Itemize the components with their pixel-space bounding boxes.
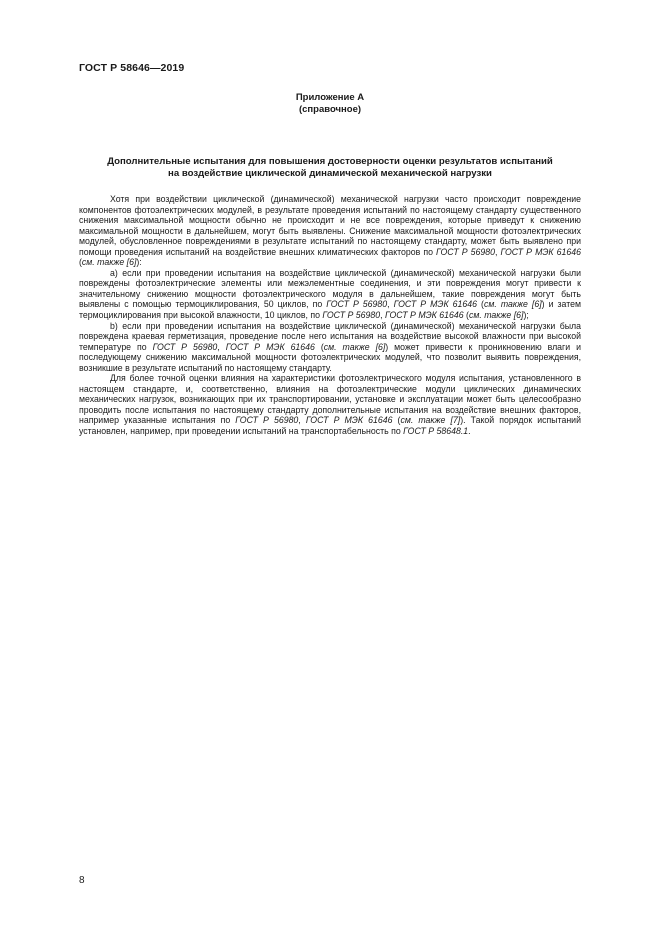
section-title-line-2: на воздействие циклической динамической механической нагрузки (168, 167, 492, 179)
standard-reference: ГОСТ Р МЭК 61646 (393, 299, 478, 310)
separator: , (380, 310, 385, 321)
standard-reference: ГОСТ Р 56980 (322, 310, 381, 321)
paragraph-text: ) и затем термоциклирования при высокой влажности, 10 циклов, по (79, 299, 581, 321)
annex-title: Приложение А (295, 92, 365, 103)
body-text (79, 194, 581, 437)
annex-status: (справочное) (298, 104, 362, 115)
separator: ( (79, 257, 82, 268)
see-also-reference: см. также [7] (400, 415, 461, 426)
separator: , (494, 246, 501, 257)
page-number: 8 (79, 875, 85, 886)
paragraph-text: a) если при проведении испытания на воздействие циклической (динамической) механической нагрузки были повреждены фотоэлектрические элементы или межэлементные соединения, и эти повреждения могут привести к значительному снижению мощности фотоэлектрического модуля в дальнейшем, такие повреждения могут быть выявлены с помощью термоциклирования, 50 циклов, по (79, 267, 581, 310)
standard-reference: ГОСТ Р 56980 (436, 246, 495, 257)
standard-reference: ГОСТ Р 58648.1 (403, 426, 469, 437)
separator: ( (463, 310, 469, 321)
list-item-b (79, 321, 581, 374)
paragraph-text: ) может привести к проникновению влаги и последующему снижению максимальной мощности фотоэлектрических модулей, что позволит выявить повреждения, возникшие в результате испытаний по настоящему стандарту. (79, 341, 581, 373)
separator: , (298, 415, 306, 426)
section-title (79, 156, 581, 179)
see-also-reference: см. также [6] (81, 257, 137, 268)
paragraph-text: ). Такой порядок испытаний установлен, например, при проведении испытаний на транспортабельность по (79, 415, 581, 437)
paragraph-intro (79, 194, 581, 268)
paragraph-text: ): (136, 257, 142, 268)
separator: ( (477, 299, 484, 310)
see-also-reference: см. также [6] (468, 310, 524, 321)
see-also-reference: см. также [6] (323, 341, 386, 352)
paragraph-text: ); (523, 310, 529, 321)
standard-reference: ГОСТ Р 56980 (326, 299, 388, 310)
separator: , (217, 341, 226, 352)
section-title-line-1: Дополнительные испытания для повышения достоверности оценки результатов испытаний (107, 156, 553, 167)
standard-reference: ГОСТ Р МЭК 61646 (305, 415, 393, 426)
separator: ( (314, 341, 324, 352)
standard-reference: ГОСТ Р МЭК 61646 (384, 310, 464, 321)
paragraph-text: . (468, 426, 471, 437)
standard-reference: ГОСТ Р МЭК 61646 (225, 341, 315, 352)
document-standard-number: ГОСТ Р 58646—2019 (79, 62, 185, 74)
standard-reference: ГОСТ Р 56980 (235, 415, 299, 426)
separator: ( (392, 415, 401, 426)
paragraph-text: Для более точной оценки влияния на характеристики фотоэлектрического модуля испытания, установленного в настоящем стандарте, и, соответственно, влияния на фотоэлектрические модули циклических динамических механических нагрузок, возникающих при их транспортировании, установке и эксплуатации может быть целесообразно проводить после испытания по настоящему стандарту дополнительные испытания на воздействие внешних факторов, например указанные испытания по (79, 373, 581, 426)
paragraph-text: Хотя при воздействии циклической (динамической) механической нагрузки часто происходит повреждение компонентов фотоэлектрических модулей, в результате проведения испытаний по настоящему стандарту существенного снижения максимальной мощности обычно не происходит и не все повреждения, которые приведут к снижению максимальной мощности в дальнейшем, могут быть выявлены. Снижение максимальной мощности фотоэлектрических модулей, обусловленное повреждениями в результате испытаний по настоящему стандарту, может быть выявлено при помощи проведения испытаний на воздействие внешних климатических факторов по (79, 194, 581, 257)
standard-reference: ГОСТ Р 56980 (152, 341, 218, 352)
paragraph-text: b) если при проведении испытания на воздействие циклической (динамической) механической нагрузки была повреждена краевая герметизация, проведение после него испытания на воздействие высокой влажности при высокой температуре по (79, 320, 581, 352)
separator: , (387, 299, 394, 310)
see-also-reference: см. также [6] (483, 299, 542, 310)
standard-reference: ГОСТ Р МЭК 61646 (500, 246, 581, 257)
list-item-a (79, 268, 581, 321)
paragraph-recommendation (79, 373, 581, 436)
